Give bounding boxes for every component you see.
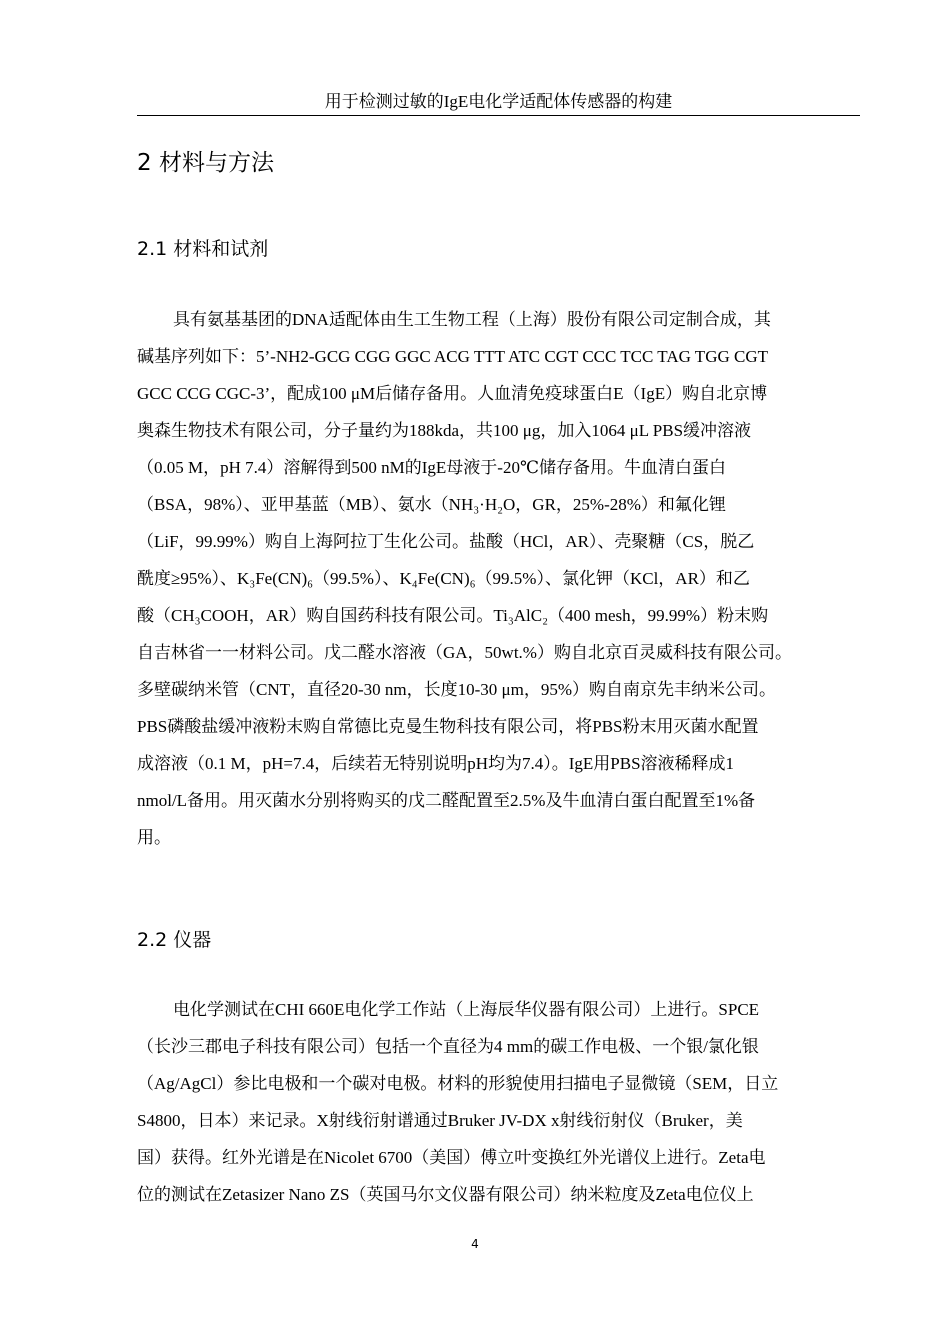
paragraph-line: 多壁碳纳米管（CNT，直径20-30 nm，长度10-30 μm，95%）购自南京先丰纳米公司。 <box>137 680 777 699</box>
running-header: 用于检测过敏的IgE电化学适配体传感器的构建 <box>324 92 673 111</box>
paragraph-line: 国）获得。红外光谱是在Nicolet 6700（美国）傅立叶变换红外光谱仪上进行。Zeta电 <box>137 1148 766 1167</box>
paragraph-line: S4800，日本）来记录。X射线衍射谱通过Bruker JV-DX x射线衍射仪（Bruker，美 <box>137 1111 743 1130</box>
paragraph-line: 奥森生物技术有限公司，分子量约为188kda，共100 μg，加入1064 μL PBS缓冲溶液 <box>137 421 752 440</box>
instruments-paragraph <box>137 991 861 1213</box>
paragraph-line: 用。 <box>137 828 171 847</box>
page-number: 4 <box>471 1237 479 1251</box>
header-divider <box>137 115 860 116</box>
paragraph-line: 碱基序列如下：5’-NH2-GCG CGG GGC ACG TTT ATC CGT CCC TCC TAG TGG CGT <box>137 347 769 366</box>
paragraph-line: （LiF，99.99%）购自上海阿拉丁生化公司。盐酸（HCl，AR）、壳聚糖（CS，脱乙 <box>137 532 755 551</box>
paragraph-line: 具有氨基基团的DNA适配体由生工生物工程（上海）股份有限公司定制合成，其 <box>173 310 771 329</box>
paragraph-line: GCC CCG CGC-3’，配成100 μM后储存备用。人血清免疫球蛋白E（IgE）购自北京博 <box>137 384 768 403</box>
paragraph-line: 成溶液（0.1 M，pH=7.4，后续若无特别说明pH均为7.4）。IgE用PBS溶液稀释成1 <box>137 754 735 773</box>
paragraph-line: 位的测试在Zetasizer Nano ZS（英国马尔文仪器有限公司）纳米粒度及Zeta电位仪上 <box>137 1185 754 1204</box>
paragraph-line: 酰度≥95%）、K₃Fe(CN)₆（99.5%）、K₄Fe(CN)₆（99.5%）、氯化钾（KCl，AR）和乙 <box>137 569 750 588</box>
paragraph-line: 自吉林省一一材料公司。戊二醛水溶液（GA，50wt.%）购自北京百灵威科技有限公司。 <box>137 643 792 662</box>
paragraph-line: 电化学测试在CHI 660E电化学工作站（上海辰华仪器有限公司）上进行。SPCE <box>173 1000 760 1019</box>
paragraph-line: （0.05 M，pH 7.4）溶解得到500 nM的IgE母液于-20℃储存备用。牛血清白蛋白 <box>137 458 726 477</box>
paragraph-line: （长沙三郡电子科技有限公司）包括一个直径为4 mm的碳工作电极、一个银/氯化银 <box>137 1037 759 1056</box>
paragraph-line: （Ag/AgCl）参比电极和一个碳对电极。材料的形貌使用扫描电子显微镜（SEM，日立 <box>137 1074 779 1093</box>
paragraph-line: nmol/L备用。用灭菌水分别将购买的戊二醛配置至2.5%及牛血清白蛋白配置至1%备 <box>137 791 756 810</box>
section-title: 2 材料与方法 <box>137 150 274 176</box>
subsection-title-instruments: 2.2 仪器 <box>137 929 212 951</box>
paragraph-line: （BSA，98%）、亚甲基蓝（MB）、氨水（NH₃·H₂O，GR，25%-28%）和氟化锂 <box>137 495 726 514</box>
materials-paragraph <box>137 301 861 856</box>
paragraph-line: PBS磷酸盐缓冲液粉末购自常德比克曼生物科技有限公司，将PBS粉末用灭菌水配置 <box>137 717 759 736</box>
paragraph-line: 酸（CH₃COOH，AR）购自国药科技有限公司。Ti₃AlC₂（400 mesh，99.99%）粉末购 <box>137 606 769 625</box>
subsection-title-materials: 2.1 材料和试剂 <box>137 238 269 260</box>
